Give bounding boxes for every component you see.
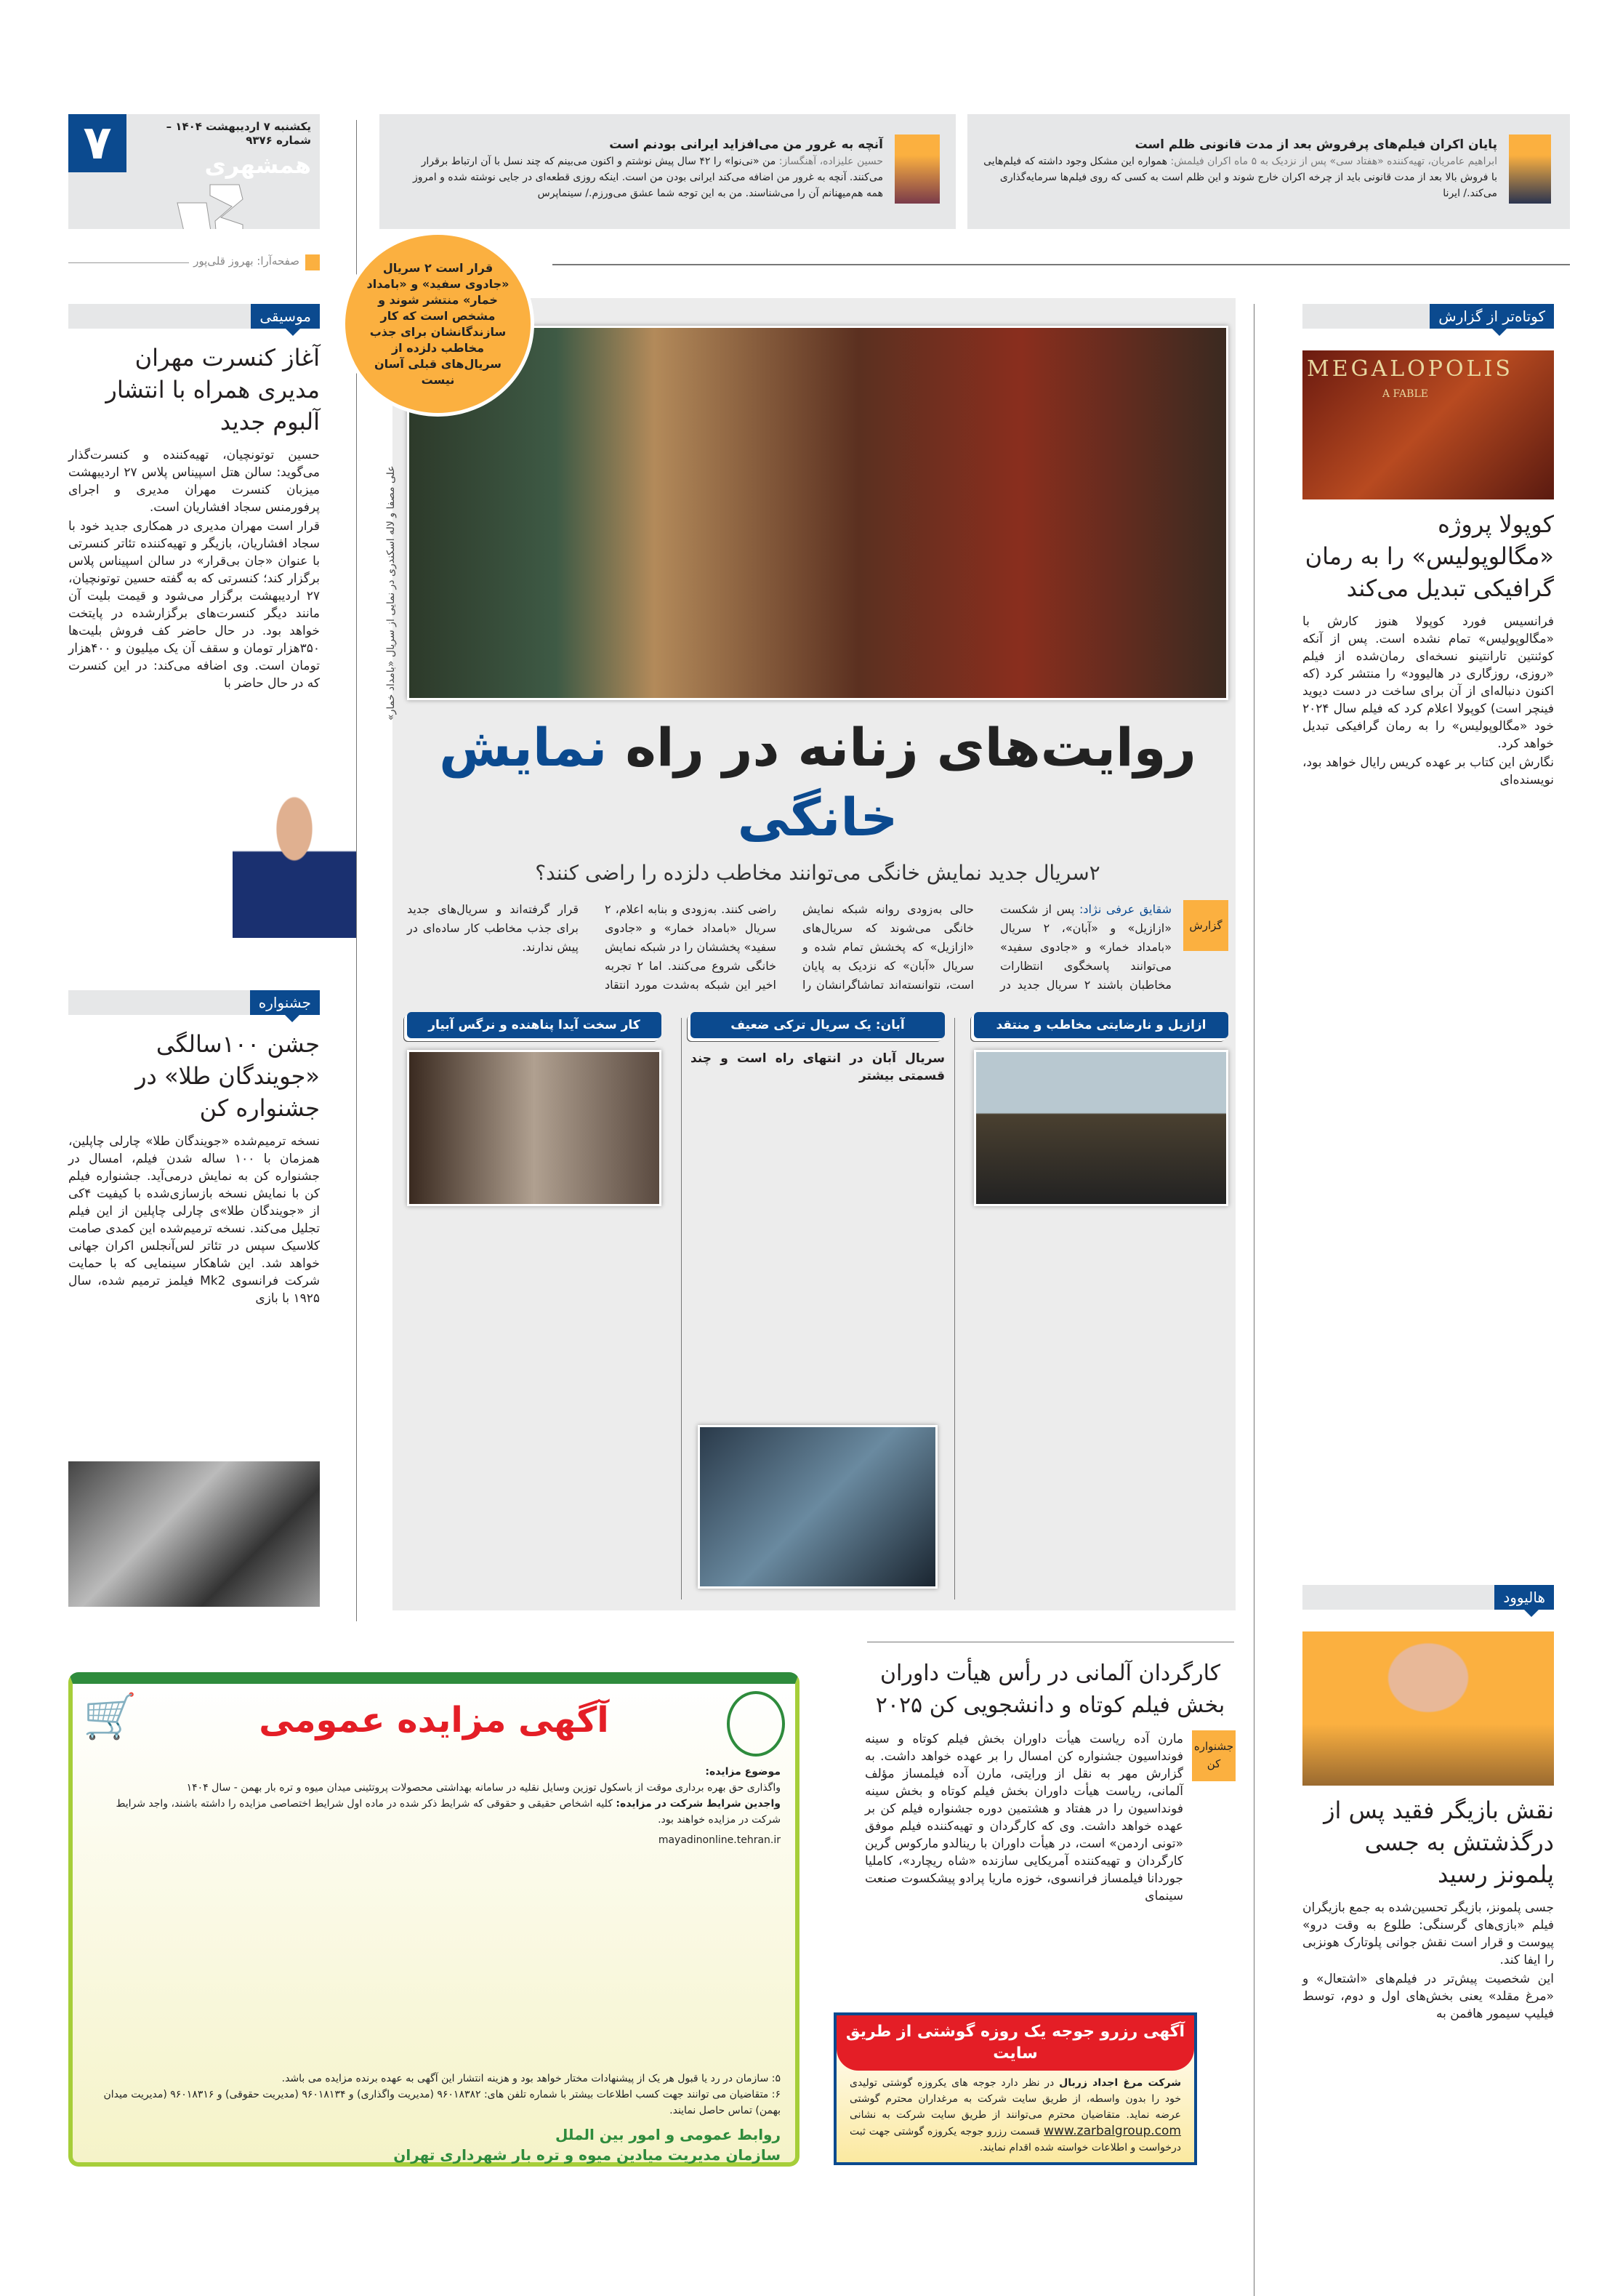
subhead-aban: آبان: یک سریال ترکی ضعیف [690, 1012, 945, 1038]
festival-article [68, 990, 320, 1309]
zarbal-title: آگهی رزرو جوجه یک روزه گوشتی از طریق سایت [837, 2015, 1194, 2071]
report-tag: گزارش [1183, 900, 1228, 951]
subhead-azazil: ازازیل و نارضایتی مخاطب و منتقد [974, 1012, 1228, 1038]
main-headline: روایت‌های زنانه در راه نمایش خانگی [439, 717, 1196, 848]
zarbal-ad: آگهی رزرو جوجه یک روزه گوشتی از طریق سایت شرکت مرغ اجداد زربال در نظر دارد جوجه های یکروزه گوشتی تولیدی خود را بدون واسطه، از طریق سایت شرکت به مرغداران محترم گوشتی عرضه نماید. متقاضیان محترم می‌توانند از طریق سایت شرکت به نشانی www.zarbalgroup.com قسمت رزرو جوجه یکروزه گوشتی جهت ثبت درخواست و اطلاعات خواسته شده اقدام نمایند. [834, 2012, 1197, 2165]
cannes-tag: جشنواره کن [1192, 1730, 1236, 1781]
page-number-box [68, 114, 126, 172]
music-article-body: حسین توتونچیان، تهیه‌کننده و کنسرت‌گذار می‌گوید: سالن هتل اسپیناس پلاس ۲۷ اردیبهشت میزبان کنسرت مهران مدیری و اجرای پرفورمنس سجاد افشاریان است. قرار است مهران مدیری در همکاری جدید خود با سجاد افشاریان، بازیگر و تهیه‌کننده تئاتر کنسرتی با عنوان «جان بی‌قرار» در سالن اسپیناس پلاس برگزار کند؛ کنسرتی که به گفته حسین توتونچیان، ۲۷ اردیبهشت برگزار می‌شود و قیمت بلیت آن مانند دیگر کنسرت‌های برگزارشده در پایتخت خواهد بود. در حال حاضر کف فروش بلیت‌ها ۳۵۰هزار تومان و سقف آن یک میلیون و ۴۰۰هزار تومان است. وی اضافه می‌کند: در این کنسرت که در حال حاضر با [68, 448, 320, 691]
chaplin-photo [68, 1461, 320, 1607]
masthead [68, 114, 320, 229]
aban-photo [407, 1050, 661, 1206]
megalopolis-photo: MEGALOPOLIS A FABLE [1302, 350, 1554, 499]
page-number: ۷ [83, 116, 112, 170]
portrait-photo [895, 135, 940, 204]
designer-credit: صفحه‌آرا: بهروز قلی‌پور [68, 254, 320, 270]
auction-title: آگهی مزایده عمومی [259, 1700, 609, 1741]
cannes-article [865, 1658, 1236, 1906]
section-header-festival: جشنواره [68, 990, 320, 1015]
main-text-block [407, 713, 1228, 1206]
aban-lead: سریال آبان در انتهای راه است و چند قسمتی بیشتر [690, 1051, 945, 1083]
quote-title: پایان اکران فیلم‌های پرفروش بعد از مدت قانونی ظلم است [1135, 137, 1497, 152]
hollywood-article-body: جسی پلمونز، بازیگر تحسین‌شده به جمع بازیگران فیلم «بازی‌های گرسنگی: طلوع به وقت درو» پیوست و قرار است نقش جوانی پلوتارک هونزبی را ایفا کند. این شخصیت پیش‌تر در فیلم‌های «اشتعال» و «مرغ مقلد» یعنی بخش‌های اول و دوم، توسط فیلیپ سیمور هافمن به [1302, 1900, 1554, 2021]
divider [681, 1018, 682, 1599]
shopping-cart-icon: 🛒 [83, 1691, 137, 1742]
quote-speaker: حسین علیزاده، آهنگساز: [778, 156, 883, 167]
hollywood-headline: نقش بازیگر فقید پس از درگذشتش به جسی پلمونز رسید [1324, 1797, 1554, 1888]
quote-speaker: ابراهیم عامریان، تهیه‌کننده «هفتاد سی» پس از نزدیک به ۵ ماه اکران فیلمش: [1170, 156, 1497, 167]
brand-logo: همشهری [204, 151, 311, 179]
divider [552, 264, 1570, 265]
shahab-hosseini-photo [698, 1425, 938, 1589]
main-intro: شقایق عرفی نژاد: پس از شکست «ازازیل» و «آبان»، ۲ سریال «بامداد خمار» و «جادوی سفید» می‌توانند پاسخگوی انتظارات مخاطبان باشند ۲ سریال جدید در حالی به‌زودی روانه شبکه نمایش خانگی می‌شوند که سریال‌های «ازازیل» که پخشش تمام شده و سریال «آبان» که نزدیک به پایان است، نتوانسته‌اند تماشاگرانشان را راضی کنند. به‌زودی و بنابه اعلام، ۲ سریال «بامداد خمار» و «جادوی سفید» پخششان را در شبکه نمایش خانگی شروع می‌کنند. اما ۲ تجربه اخیر این شبکه به‌شدت مورد انتقاد قرار گرفته‌اند و سریال‌های جدید برای جذب مخاطب کار ساده‌ای در پیش ندارند. [407, 902, 1172, 992]
cannes-article-body: مارن آده ریاست هیأت داوران بخش فیلم کوتاه و سینه فونداسیون جشنواره کن امسال را بر عهده خواهد داشت. به گزارش مهر به نقل از ورایتی، مارن آده فیلمساز مؤلف آلمانی، ریاست هیأت داوران بخش فیلم کوتاه و بخش سینه فونداسیون را در هفتاد و هشتمین دوره جشنواره فیلم کن بر عهده خواهد داشت. وی که کارگردان و تهیه‌کننده فیلم موفق «تونی اردمن» است، در هیأت داوران با رینالدو مارکوس گرین کارگردان و تهیه‌کننده آمریکایی سازنده «شاه ریچارد»، کاملیا جوردانا فیلمساز فرانسوی، خوزه ماریا پرادو پیشکسوت صنعت سینمای [865, 1732, 1183, 1903]
auction-org-logo [727, 1691, 785, 1757]
hollywood-article [1302, 1585, 1554, 2024]
cannes-headline: کارگردان آلمانی در رأس هیأت داوران بخش فیلم کوتاه و دانشجویی کن ۲۰۲۵ [875, 1661, 1225, 1718]
azazil-photo [974, 1050, 1228, 1206]
quote-text: همواره این مشکل وجود داشته که فیلم‌هایی با فروش بالا بعد از مدت قانونی باید از چرخه اکران خارج شوند و این ظلم است به کسی که روی فیلم‌ها سرمایه‌گذاری می‌کند./ ایرنا [983, 156, 1497, 199]
quote-box-alizadeh [379, 114, 956, 229]
film-strip-logo-icon [170, 181, 250, 229]
quote-box-amerian [967, 114, 1570, 229]
subhead-aida-narges: کار سخت آیدا پناهنده و نرگس آبیار [407, 1012, 661, 1038]
quote-title: آنچه به غرور من می‌افزاید ایرانی بودنم است [609, 137, 883, 152]
section-header-hollywood: هالیوود [1302, 1585, 1554, 1610]
coppola-headline: کوپولا پروژه «مگالوپولیس» را به رمان گرافیکی تبدیل می‌کند [1305, 510, 1554, 602]
coppola-article-body: فرانسیس فورد کوپولا هنوز کارش با «مگالوپولیس» تمام نشده است. پس از آنکه کوئنتین تارانتینو نسخه‌ای رمان‌شده از فیلم «روزی، روزگاری در هالیوود» را منتشر کرد (که اکنون دنباله‌ای از آن برای ساخت در دست دیوید فینچر است) کوپولا اعلام کرد که فیلم سال ۲۰۲۴ خود «مگالوپولیس» را به رمان گرافیکی تبدیل خواهد کرد. نگارش این کتاب بر عهده کریس رایال خواهد بود، نویسنده‌ای [1302, 614, 1554, 787]
festival-article-body: نسخه ترمیم‌شده «جویندگان طلا» چارلی چاپلین، همزمان با ۱۰۰ ساله شدن فیلم، امسال در جشنواره کن به نمایش درمی‌آید. جشنواره فیلم کن با نمایش نسخه بازسازی‌شده با کیفیت ۴کی از «جویندگان طلا»ی چارلی چاپلین از این فیلم تجلیل می‌کند. نسخه ترمیم‌شده این کمدی صامت کلاسیک سپس در تئاتر لس‌آنجلس اکران جهانی خواهد شد. این شاهکار سینمایی که با حمایت شرکت فرانسوی Mk2 فیلمز ترمیم شده، سال ۱۹۲۵ با بازی [68, 1134, 320, 1306]
portrait-photo [1509, 135, 1551, 204]
mehran-modiri-photo [233, 792, 356, 938]
auction-ad: 🛒 آگهی مزایده عمومی موضوع مزایده: واگذاری حق بهره برداری موقت از باسکول توزین وسایل نقلیه در سامانه بهداشتی محصولات پروتئینی میدان میوه و تره بار بهمن - سال ۱۴۰۴ واجدین شرایط شرکت در مزایده: کلیه اشخاص حقیقی و حقوقی که شرایط ذکر شده در ماده اول شرایط اختصاصی مزایده را داشته باشند، واجد شرایط شرکت در مزایده خواهند بود. mayadinonline.tehran.ir ۵: سازمان در رد یا قبول هر یک از پیشنهادات مختار خواهد بود و هزینه انتشار این آگهی به عهده برنده مزایده می باشد. ۶: متقاضیان می توانند جهت کسب اطلاعات بیشتر با شماره تلفن های: ۹۶۰۱۸۳۸۲ (مدیریت واگذاری) و ۹۶۰۱۸۱۳۴ (مدیریت حقوقی) و ۹۶۰۱۸۳۱۶ (مدیریت میدان بهمن) تماس حاصل نمایند. روابط عمومی و امور بین الملل سازمان مدیریت میادین میوه و تره بار شهرداری تهران [68, 1672, 800, 2167]
section-header-short-report: کوتاه‌تر از گزارش [1302, 304, 1554, 329]
zarbal-website-link[interactable]: www.zarbalgroup.com [1044, 2124, 1181, 2138]
festival-headline: جشن ۱۰۰سالگی «جویندگان طلا» در جشنواره کن [135, 1030, 320, 1122]
section-header-music: موسیقی [68, 304, 320, 329]
pull-quote-bubble: قرار است ۲ سریال «جادوی سفید» و «بامداد خمار» منتشر شوند و مشخص است که کار سازندگانشان برای جذب مخاطب دلزده از سریال‌های قبلی آسان نیست [342, 231, 534, 417]
bamdad-khomar-photo [407, 326, 1228, 700]
auction-website-link[interactable]: mayadinonline.tehran.ir [658, 1834, 781, 1846]
music-headline: آغاز کنسرت مهران مدیری همراه با انتشار آلبوم جدید [105, 344, 320, 435]
jesse-plemons-photo [1302, 1631, 1554, 1786]
photo-caption: علی مصفا و لاله اسکندری در نمایی از سریال «بامداد خمار» [385, 465, 397, 720]
coppola-article [1302, 304, 1554, 790]
divider [954, 1018, 955, 1599]
issue-date: یکشنبه ۷ اردیبهشت ۱۴۰۴ –شماره ۹۳۷۶ [166, 120, 311, 147]
quote-text: من «نی‌نوا» را ۴۲ سال پیش نوشتم و اکنون می‌بینم که چند نسل با آن ارتباط برقرار می‌کنند. آنچه به غرور من اضافه می‌کند ایرانی بودن من است. اینکه روزی قطعه‌ای در جایی نوشته شده و امروز همه هم‌میهنانم آن را می‌شناسند. من به این توجه شما عشق می‌ورزم./ سینماپرس [413, 156, 883, 199]
main-subtitle: ۲سریال جدید نمایش خانگی می‌توانند مخاطب دلزده را راضی کنند؟ [535, 861, 1100, 885]
music-article [68, 304, 320, 694]
